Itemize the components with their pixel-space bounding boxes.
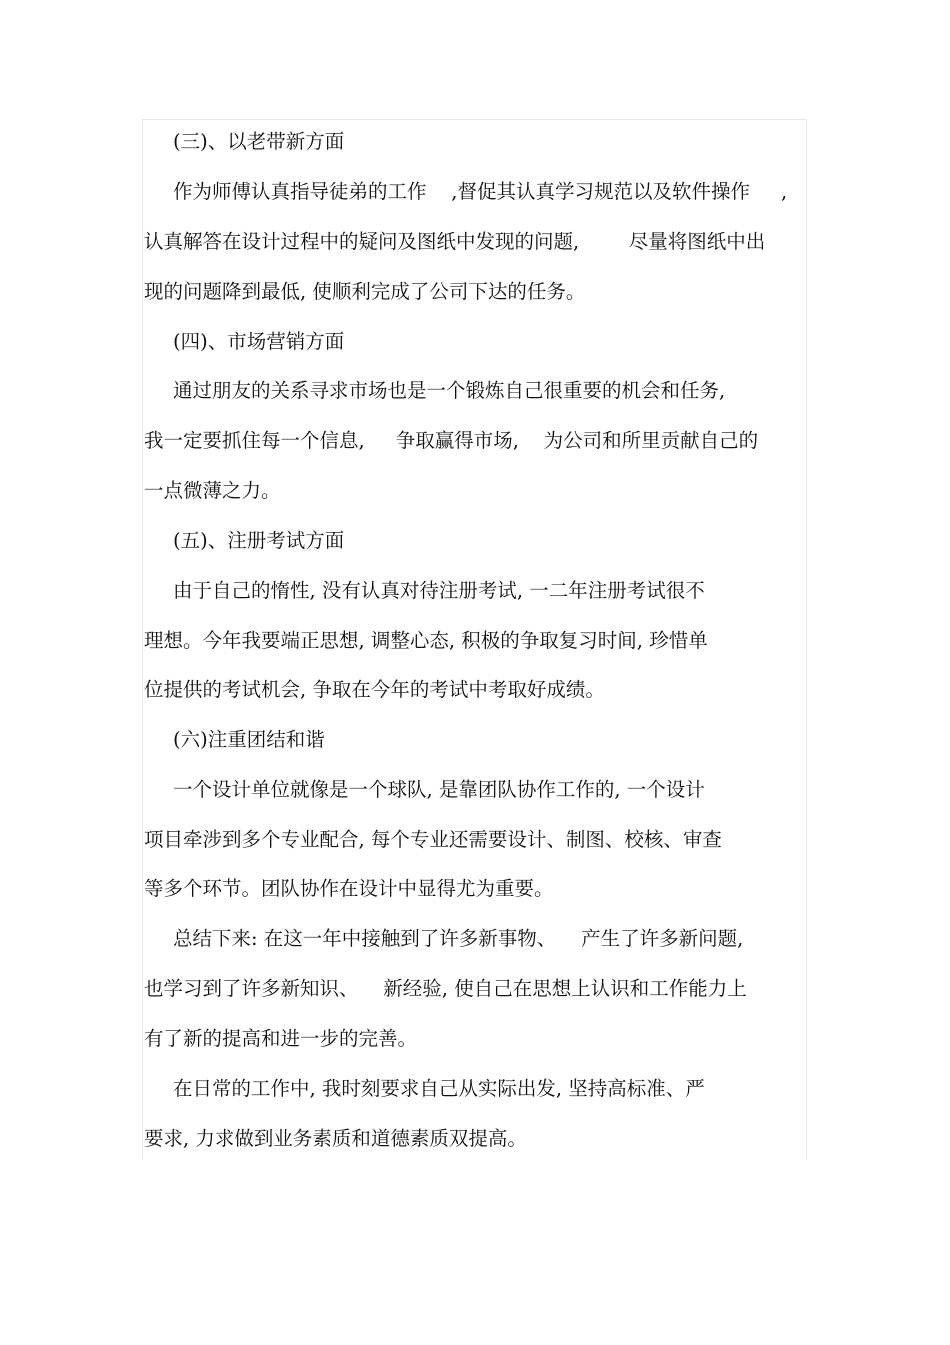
paragraph-line: 也学习到了许多新知识、 新经验, 使自己在思想上认识和工作能力上 — [144, 977, 747, 1000]
paragraph-line: 要求, 力求做到业务素质和道德素质双提高。 — [144, 1127, 527, 1150]
paragraph-line: 通过朋友的关系寻求市场也是一个锻炼自己很重要的机会和任务, — [173, 379, 726, 402]
heading-5: (五)、注册考试方面 — [173, 529, 345, 552]
paragraph-line: 认真解答在设计过程中的疑问及图纸中发现的问题, 尽量将图纸中出 — [144, 230, 766, 253]
paragraph-line: 现的问题降到最低, 使顺利完成了公司下达的任务。 — [144, 280, 586, 303]
paragraph-line: 等多个环节。团队协作在设计中显得尤为重要。 — [144, 877, 554, 900]
heading-6: (六)注重团结和谐 — [173, 728, 325, 751]
paragraph-line: 作为师傅认真指导徒弟的工作 ,督促其认真学习规范以及软件操作 , — [173, 180, 788, 203]
paragraph-line: 在日常的工作中, 我时刻要求自己从实际出发, 坚持高标准、严 — [173, 1077, 705, 1100]
paragraph-line: 我一定要抓住每一个信息, 争取赢得市场, 为公司和所里贡献自己的 — [144, 429, 759, 452]
heading-4: (四)、市场营销方面 — [173, 330, 345, 353]
paragraph-line: 有了新的提高和进一步的完善。 — [144, 1027, 418, 1050]
heading-3: (三)、以老带新方面 — [173, 130, 345, 153]
paragraph-line: 位提供的考试机会, 争取在今年的考试中考取好成绩。 — [144, 678, 605, 701]
paragraph-line: 由于自己的惰性, 没有认真对待注册考试, 一二年注册考试很不 — [173, 579, 705, 602]
paragraph-line: 项目牵涉到多个专业配合, 每个专业还需要设计、制图、校核、审查 — [144, 828, 722, 851]
paragraph-line: 总结下来: 在这一年中接触到了许多新事物、 产生了许多新问题, — [173, 927, 744, 950]
paragraph-line: 一个设计单位就像是一个球队, 是靠团队协作工作的, 一个设计 — [173, 778, 705, 801]
paragraph-line: 理想。今年我要端正思想, 调整心态, 积极的争取复习时间, 珍惜单 — [144, 629, 708, 652]
paragraph-line: 一点微薄之力。 — [144, 479, 281, 502]
